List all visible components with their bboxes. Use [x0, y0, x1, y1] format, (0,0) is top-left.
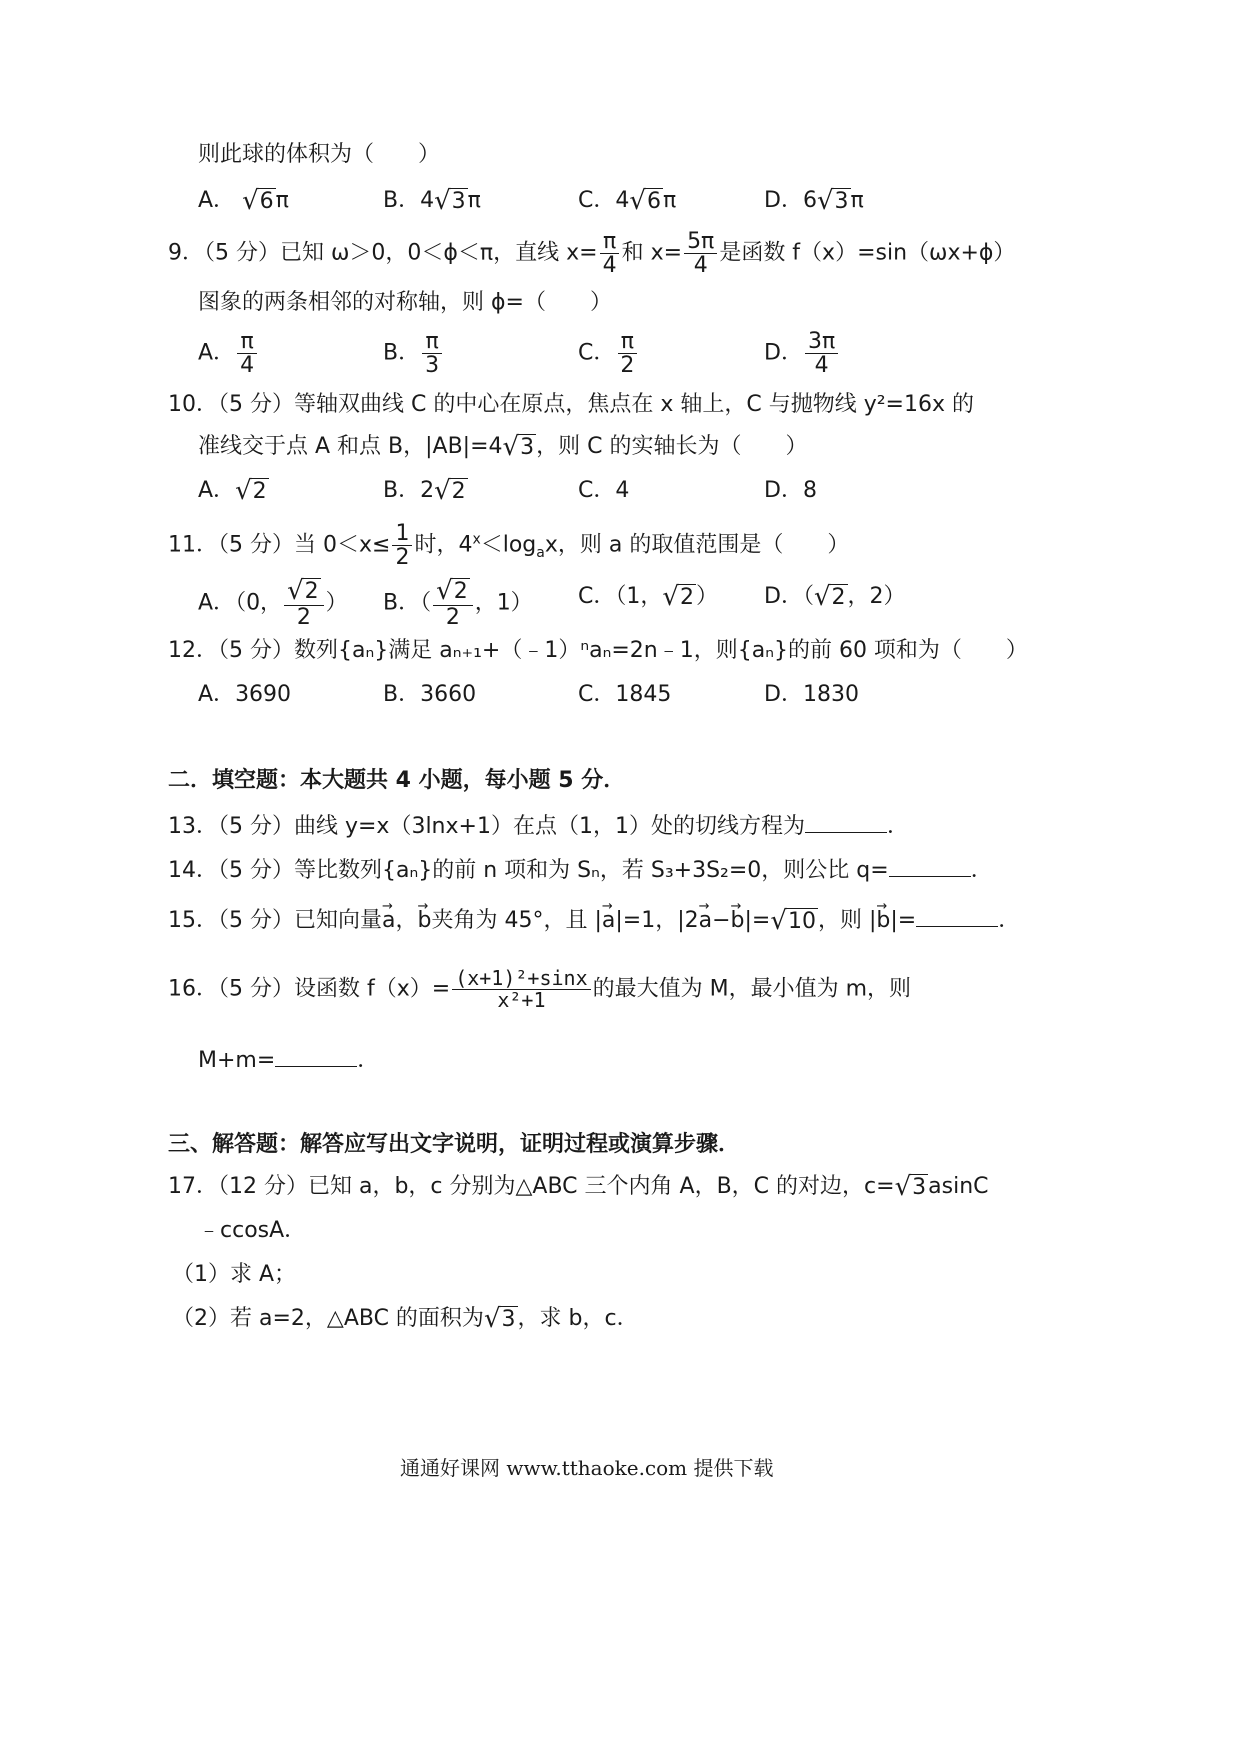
q9-option-b: B． $\frac{\pi}{3}$	[383, 330, 444, 377]
q9-stem-line2: 图象的两条相邻的对称轴，则 ϕ=（ ）	[198, 290, 612, 315]
option-letter: A．	[198, 188, 236, 213]
q10-option-a: A． √ 2	[198, 475, 267, 506]
q13-stem: 13．（5 分）曲线 y=x（3lnx+1）在点（1，1）处的切线方程为 ．	[168, 810, 909, 842]
q11-option-d: D．（ √ 2 ，2）	[764, 581, 906, 612]
q11-option-a: A．（0， √ 2 2 ）	[198, 576, 348, 630]
q10-stem-line2: 准线交于点 A 和点 B，|AB|=4 √ 3 ，则 C 的实轴长为（ ）	[198, 431, 808, 462]
q10-stem: 10．（5 分）等轴双曲线 C 的中心在原点，焦点在 x 轴上，C 与抛物线 y²=16x 的	[168, 392, 974, 417]
answer-blank	[889, 854, 971, 877]
q16-stem: 16．（5 分）设函数 f（x）= $\frac{\text{(x+1)²+sinx}}{\text{x²+1}}$ 的最大值为 M，最小值为 m，则	[168, 966, 912, 1012]
answer-blank	[275, 1044, 357, 1067]
q17-stem-line2: ﹣ccosA．	[198, 1218, 307, 1243]
section-heading-solutions: 三、解答题：解答应写出文字说明，证明过程或演算步骤．	[168, 1132, 741, 1157]
fraction: $\frac{\pi}{4}$	[600, 230, 620, 277]
q8-option-d: D．6 √ 3 π	[764, 185, 864, 216]
q9-option-a: A． $\frac{\pi}{4}$	[198, 330, 259, 377]
page-footer: 通通好课网 www.tthaoke.com 提供下载	[400, 1456, 774, 1480]
q17-part1: （1）求 A；	[172, 1262, 297, 1287]
q16-stem-line2: M+m= ．	[198, 1044, 379, 1076]
q12-option-c: C．1845	[578, 682, 672, 707]
fraction: $\frac{5\pi}{4}$	[684, 230, 717, 277]
q15-stem: 15．（5 分）已知向量→ a，→ b夹角为 45°，且 |→ a|=1，|2→ a−→ b|= √ 10 ，则 |→ b|= ．	[168, 904, 1020, 936]
answer-blank	[805, 810, 887, 833]
q11-option-c: C．（1， √ 2 ）	[578, 581, 718, 612]
q8-option-c: C．4 √ 6 π	[578, 185, 677, 216]
q12-option-d: D．1830	[764, 682, 859, 707]
q12-stem: 12．（5 分）数列{aₙ}满足 aₙ₊₁+（﹣1）ⁿaₙ=2n﹣1，则{aₙ}的前 60 项和为（ ）	[168, 638, 1028, 663]
q10-option-d: D．8	[764, 478, 817, 503]
q11-stem: 11．（5 分）当 0＜x≤ $\frac{1}{2}$ 时，$4^x<\log_ax$，则 a 的取值范围是（ ）	[168, 521, 850, 571]
q10-option-c: C．4	[578, 478, 630, 503]
q12-option-b: B．3660	[383, 682, 477, 707]
q8-option-b: B．4 √ 3 π	[383, 185, 481, 216]
section-heading-fill-in: 二．填空题：本大题共 4 小题，每小题 5 分．	[168, 768, 626, 793]
sqrt: √ 6	[242, 185, 274, 216]
q11-option-b: B．（ √ 2 2 ，1）	[383, 576, 533, 630]
q8-option-a: A． √ 6 π	[198, 185, 289, 216]
q9-option-c: C． $\frac{\pi}{2}$	[578, 330, 639, 377]
q14-stem: 14．（5 分）等比数列{aₙ}的前 n 项和为 Sₙ，若 S₃+3S₂=0，则公比 q= ．	[168, 854, 993, 886]
q17-stem: 17．（12 分）已知 a，b，c 分别为△ABC 三个内角 A，B，C 的对边，c= √ 3 asinC	[168, 1171, 989, 1202]
q10-option-b: B．2 √ 2	[383, 475, 466, 506]
q9-option-d: D． $\frac{3\pi}{4}$	[764, 330, 840, 377]
q12-option-a: A．3690	[198, 682, 292, 707]
q17-part2: （2）若 a=2，△ABC 的面积为 √ 3 ，求 b，c．	[172, 1303, 639, 1334]
q8-stem: 则此球的体积为（ ）	[198, 142, 441, 167]
answer-blank	[916, 904, 998, 927]
q9-stem: 9．（5 分）已知 ω＞0，0＜ϕ＜π，直线 x= $\frac{\pi}{4}$ 和 x= $\frac{5\pi}{4}$ 是函数 f（x）=sin（ωx+ϕ）	[168, 229, 1016, 279]
